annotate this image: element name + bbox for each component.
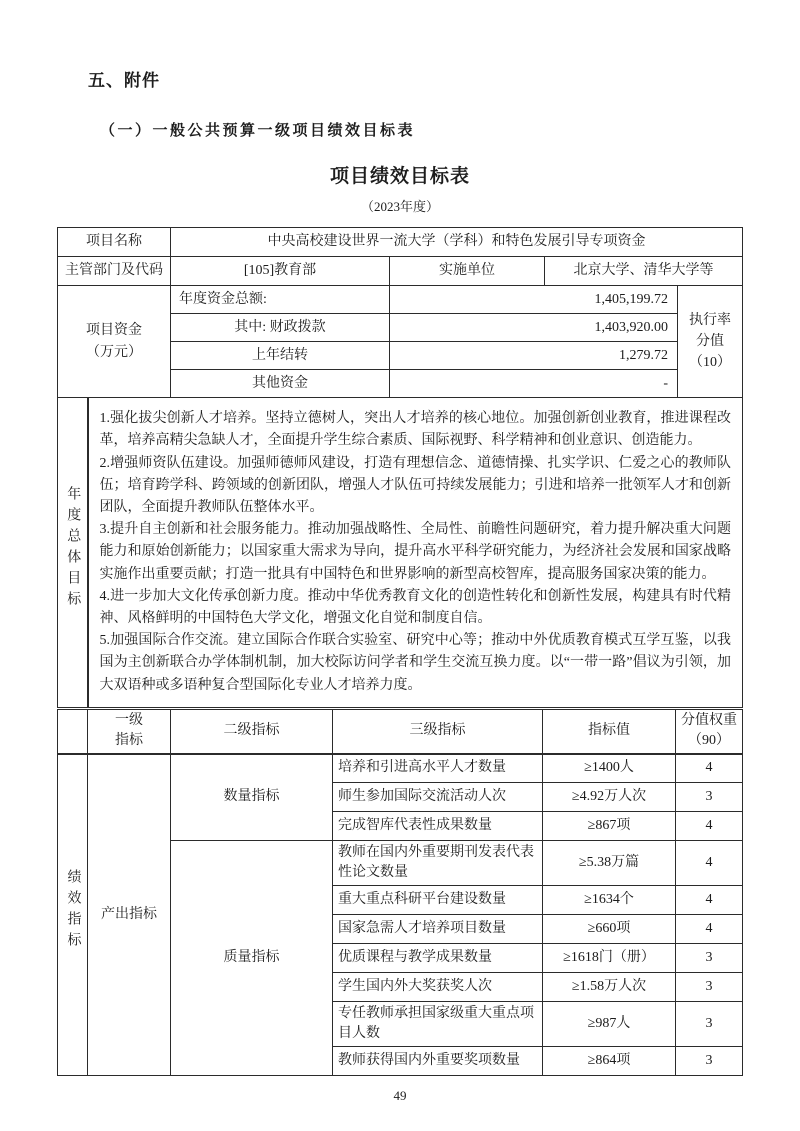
indicator-weight: 4 — [676, 812, 743, 841]
header-level1-line2: 指标 — [115, 733, 143, 749]
execution-rate-line1: 执行率 — [689, 313, 731, 328]
funding-row-label: 其他资金 — [171, 370, 390, 398]
annual-goal-paragraph: 5.加强国际合作交流。建立国际合作联合实验室、研究中心等；推动中外优质教育模式互学互鉴，以我国为主创新联合办学体制机制，加大校际访问学者和学生交流互换力度。以“一带一路”倡议为引领，加大双语种或多语种复合型国际化专业人才培养力度。 — [99, 633, 731, 693]
indicator-weight: 3 — [676, 783, 743, 812]
indicator-weight: 4 — [676, 915, 743, 944]
level2-quantity: 数量指标 — [171, 754, 333, 841]
annual-goal-text-cell — [88, 398, 743, 708]
indicator-weight: 4 — [676, 841, 743, 886]
indicator-value: ≥5.38万篇 — [543, 841, 676, 886]
indicator-value: ≥1634个 — [543, 886, 676, 915]
indicator-weight: 4 — [676, 886, 743, 915]
impl-unit-value: 北京大学、清华大学等 — [545, 257, 743, 286]
annual-goal-table — [57, 397, 743, 708]
indicator-weight: 4 — [676, 754, 743, 783]
execution-rate-line2: 分值 — [696, 334, 724, 349]
annual-goal-paragraph: 1.强化拔尖创新人才培养。坚持立德树人，突出人才培养的核心地位。加强创新创业教育，推进课程改革，培养高精尖急缺人才，全面提升学生综合素质、国际视野、科学精神和创业意识、创造能力。 — [99, 411, 731, 449]
header-value: 指标值 — [543, 710, 676, 754]
table-row — [58, 228, 743, 257]
indicator-value: ≥1.58万人次 — [543, 973, 676, 1002]
indicator-name: 教师在国内外重要期刊发表代表性论文数量 — [333, 841, 543, 886]
funding-row-label: 年度资金总额: — [171, 286, 390, 314]
indicator-value: ≥660项 — [543, 915, 676, 944]
indicator-weight: 3 — [676, 1002, 743, 1047]
funding-group-label-line2: （万元） — [86, 344, 142, 360]
indicator-name: 培养和引进高水平人才数量 — [333, 754, 543, 783]
dept-label: 主管部门及代码 — [58, 257, 171, 286]
indicator-name: 完成智库代表性成果数量 — [333, 812, 543, 841]
level2-quality: 质量指标 — [171, 841, 333, 1076]
table-row — [58, 257, 743, 286]
funding-group-label-line1: 项目资金 — [86, 322, 142, 338]
indicator-name: 学生国内外大奖获奖人次 — [333, 973, 543, 1002]
indicator-weight: 3 — [676, 1047, 743, 1076]
section-heading: 五、附件 — [88, 71, 160, 90]
project-info-table — [57, 227, 743, 398]
table-title: 项目绩效目标表 — [329, 166, 470, 187]
project-name-label: 项目名称 — [58, 228, 171, 257]
header-level3: 三级指标 — [333, 710, 543, 754]
indicator-weight: 3 — [676, 973, 743, 1002]
project-name-value: 中央高校建设世界一流大学（学科）和特色发展引导专项资金 — [171, 228, 743, 257]
indicator-name: 师生参加国际交流活动人次 — [333, 783, 543, 812]
header-level2: 二级指标 — [171, 710, 333, 754]
indicator-weight: 3 — [676, 944, 743, 973]
indicators-vertical-label: 绩效指标 — [65, 869, 81, 954]
execution-rate-line3: （10） — [689, 355, 731, 370]
indicator-value: ≥864项 — [543, 1047, 676, 1076]
funding-row-value: 1,403,920.00 — [390, 314, 678, 342]
indicators-header-row — [58, 710, 743, 754]
indicator-value: ≥1400人 — [543, 754, 676, 783]
indicator-name: 重大重点科研平台建设数量 — [333, 886, 543, 915]
funding-row-value: 1,405,199.72 — [390, 286, 678, 314]
annual-goal-vertical-label: 年度总体目标 — [65, 486, 81, 612]
annual-goal-text — [89, 402, 743, 703]
indicator-value: ≥4.92万人次 — [543, 783, 676, 812]
annual-goal-row-label — [58, 398, 88, 708]
header-weight — [676, 710, 743, 754]
funding-group-label — [58, 286, 171, 398]
table-row — [58, 398, 743, 708]
indicator-row — [58, 754, 743, 783]
indicator-name: 优质课程与教学成果数量 — [333, 944, 543, 973]
impl-unit-label: 实施单位 — [390, 257, 545, 286]
funding-row-value: 1,279.72 — [390, 342, 678, 370]
header-level1-line1: 一级 — [115, 713, 143, 729]
indicator-name: 教师获得国内外重要奖项数量 — [333, 1047, 543, 1076]
indicator-name: 国家急需人才培养项目数量 — [333, 915, 543, 944]
annual-goal-paragraph: 3.提升自主创新和社会服务能力。推动加强战略性、全局性、前瞻性问题研究，着力提升解决重大问题能力和原始创新能力；以国家重大需求为导向，提升高水平科学研究能力，为经济社会发展和国家战略实施作出重要贡献；打造一批具有中国特色和世界影响的新型高校智库，提高服务国家决策的能力。 — [99, 522, 731, 582]
indicators-header-spacer — [58, 710, 88, 754]
funding-row-label: 其中: 财政拨款 — [171, 314, 390, 342]
table-row — [58, 286, 743, 314]
annual-goal-paragraph: 4.进一步加大文化传承创新力度。推动中华优秀教育文化的创造性转化和创新性发展，构建具有时代精神、风格鲜明的中国特色大学文化，增强文化自觉和制度自信。 — [99, 588, 731, 626]
funding-row-value: - — [390, 370, 678, 398]
indicators-row-label-cell — [58, 754, 88, 1076]
indicator-value: ≥867项 — [543, 812, 676, 841]
indicator-name: 专任教师承担国家级重大重点项目人数 — [333, 1002, 543, 1047]
annual-goal-paragraph: 2.增强师资队伍建设。加强师德师风建设，打造有理想信念、道德情操、扎实学识、仁爱之心的教师队伍；培育跨学科、跨领域的创新团队，增强人才队伍可持续发展能力；引进和培养一批领军人才和创新团队，全面提升教师队伍整体水平。 — [99, 455, 731, 515]
dept-value: [105]教育部 — [171, 257, 390, 286]
table-year-subtitle: （2023年度） — [360, 199, 439, 214]
subsection-heading: （一）一般公共预算一级项目绩效目标表 — [100, 123, 416, 139]
level1-value: 产出指标 — [88, 754, 171, 1076]
header-level1 — [88, 710, 171, 754]
indicator-value: ≥987人 — [543, 1002, 676, 1047]
funding-row-label: 上年结转 — [171, 342, 390, 370]
indicator-value: ≥1618门（册） — [543, 944, 676, 973]
page-number: 49 — [393, 1088, 407, 1103]
execution-rate-label — [678, 286, 743, 398]
indicators-table — [57, 709, 743, 1076]
header-weight-line2: （90） — [688, 733, 730, 749]
header-weight-line1: 分值权重 — [681, 713, 737, 729]
